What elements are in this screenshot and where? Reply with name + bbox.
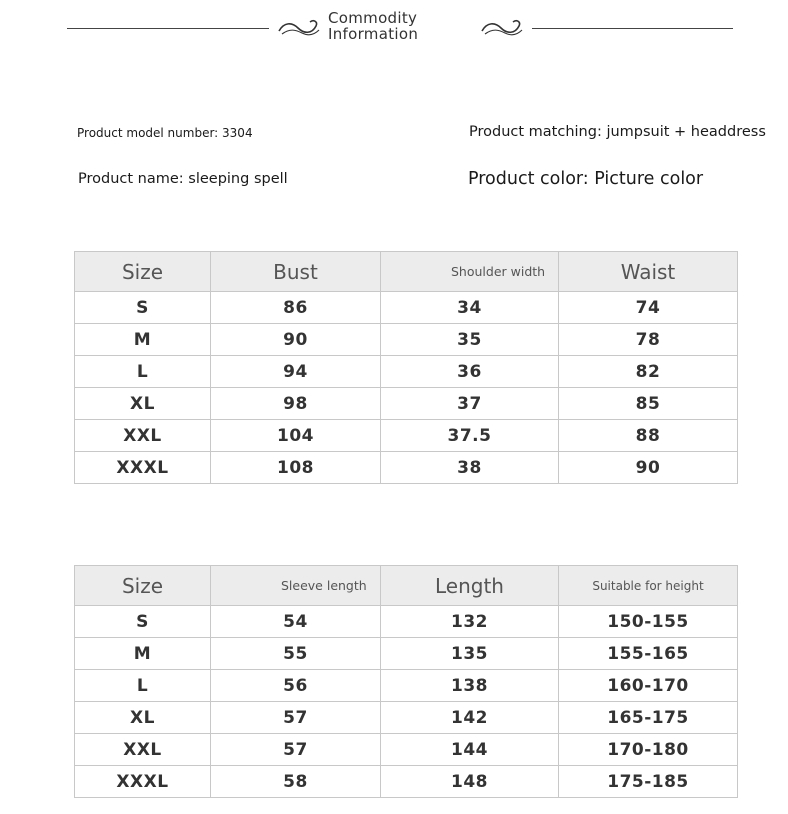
title-divider-right <box>532 28 733 29</box>
column-header-shoulder-width: Shoulder width <box>381 252 559 292</box>
product-matching: Product matching: jumpsuit + headdress <box>469 124 766 140</box>
section-title <box>328 10 468 42</box>
table-cell: 35 <box>381 324 559 356</box>
product-model-number: Product model number: 3304 <box>77 126 253 140</box>
table-cell: 56 <box>211 670 381 702</box>
table-row <box>75 638 738 670</box>
table-cell: 148 <box>381 766 559 798</box>
table-cell: XXL <box>75 420 211 452</box>
title-divider-left <box>67 28 269 29</box>
table-cell: 94 <box>211 356 381 388</box>
table-row <box>75 452 738 484</box>
table-row <box>75 766 738 798</box>
table-cell: 57 <box>211 734 381 766</box>
table-row <box>75 670 738 702</box>
table-cell: 155-165 <box>559 638 738 670</box>
column-header-size: Size <box>75 252 211 292</box>
column-header-suitable-height: Suitable for height <box>559 566 738 606</box>
column-header-waist: Waist <box>559 252 738 292</box>
table-cell: L <box>75 670 211 702</box>
swirl-ornament-icon <box>479 14 525 40</box>
table-cell: 58 <box>211 766 381 798</box>
column-header-size: Size <box>75 566 211 606</box>
size-table-measurements <box>74 251 738 484</box>
table-cell: 160-170 <box>559 670 738 702</box>
column-header-bust: Bust <box>211 252 381 292</box>
table-cell: 142 <box>381 702 559 734</box>
table-cell: XXXL <box>75 452 211 484</box>
table-cell: 138 <box>381 670 559 702</box>
table-cell: XXL <box>75 734 211 766</box>
table-cell: S <box>75 606 211 638</box>
product-name: Product name: sleeping spell <box>78 171 288 187</box>
table-row <box>75 356 738 388</box>
table-cell: 88 <box>559 420 738 452</box>
table-cell: 36 <box>381 356 559 388</box>
table-cell: 150-155 <box>559 606 738 638</box>
table-cell: 57 <box>211 702 381 734</box>
table-cell: 98 <box>211 388 381 420</box>
title-line-1: Commodity <box>328 9 418 27</box>
table-cell: 90 <box>211 324 381 356</box>
table-cell: 37 <box>381 388 559 420</box>
table-row <box>75 420 738 452</box>
table-cell: 175-185 <box>559 766 738 798</box>
table-cell: 104 <box>211 420 381 452</box>
table-cell: 55 <box>211 638 381 670</box>
table-cell: 54 <box>211 606 381 638</box>
title-line-2: Information <box>328 25 419 43</box>
table-cell: 165-175 <box>559 702 738 734</box>
table-cell: L <box>75 356 211 388</box>
column-header-length: Length <box>381 566 559 606</box>
table-row <box>75 606 738 638</box>
table-cell: 135 <box>381 638 559 670</box>
table-cell: 90 <box>559 452 738 484</box>
table-cell: 132 <box>381 606 559 638</box>
table-row <box>75 734 738 766</box>
table-cell: 108 <box>211 452 381 484</box>
table-cell: 170-180 <box>559 734 738 766</box>
table-cell: XXXL <box>75 766 211 798</box>
table-cell: 38 <box>381 452 559 484</box>
table-header-row <box>75 252 738 292</box>
table-row <box>75 388 738 420</box>
table-cell: 34 <box>381 292 559 324</box>
table-cell: M <box>75 638 211 670</box>
table-cell: 144 <box>381 734 559 766</box>
table-cell: M <box>75 324 211 356</box>
table-cell: 74 <box>559 292 738 324</box>
table-cell: 82 <box>559 356 738 388</box>
table-row <box>75 324 738 356</box>
size-table-lengths <box>74 565 738 798</box>
table-row <box>75 702 738 734</box>
table-cell: S <box>75 292 211 324</box>
swirl-ornament-icon <box>276 14 322 40</box>
table-cell: 78 <box>559 324 738 356</box>
column-header-sleeve-length: Sleeve length <box>211 566 381 606</box>
table-header-row <box>75 566 738 606</box>
table-cell: 86 <box>211 292 381 324</box>
product-color: Product color: Picture color <box>468 169 704 189</box>
table-cell: 85 <box>559 388 738 420</box>
table-cell: XL <box>75 702 211 734</box>
table-cell: 37.5 <box>381 420 559 452</box>
table-row <box>75 292 738 324</box>
table-cell: XL <box>75 388 211 420</box>
